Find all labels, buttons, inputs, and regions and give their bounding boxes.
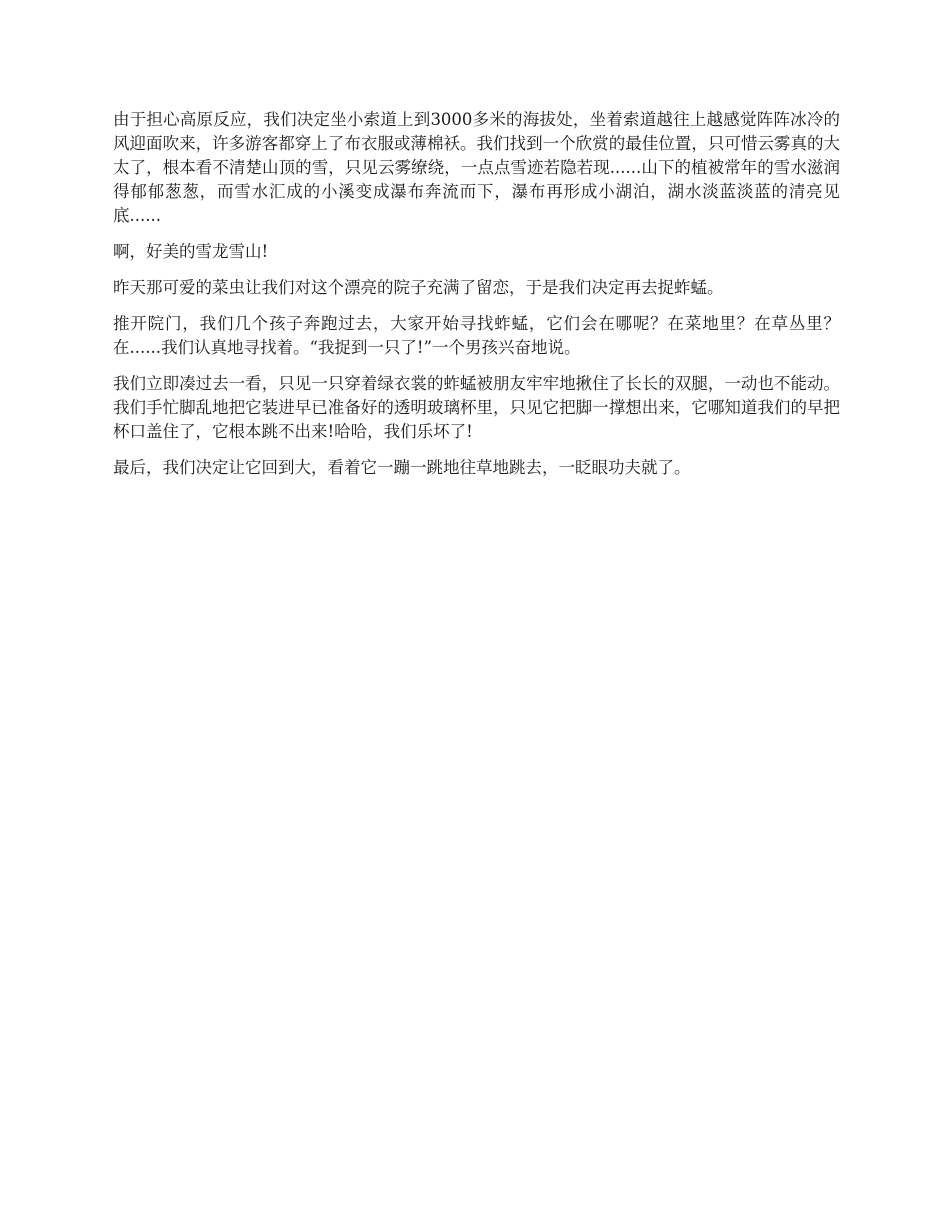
- document-body: [113, 108, 840, 492]
- paragraph-snow-mountain: 由于担心高原反应，我们决定坐小索道上到3000多米的海拔处，坐着索道越往上越感觉阵阵冰冷的风迎面吹来，许多游客都穿上了布衣服或薄棉袄。我们找到一个欣赏的最佳位置，只可惜云雾真的大太了，根本看不清楚山顶的雪，只见云雾缭绕，一点点雪迹若隐若现......山下的植被常年的雪水滋润得郁郁葱葱，而雪水汇成的小溪变成瀑布奔流而下，瀑布再形成小湖泊，湖水淡蓝淡蓝的清亮见底......: [113, 110, 840, 225]
- paragraph-courtyard: 昨天那可爱的菜虫让我们对这个漂亮的院子充满了留恋，于是我们决定再去捉蚱蜢。: [113, 278, 724, 297]
- paragraph-caught: 我们立即凑过去一看，只见一只穿着绿衣裳的蚱蜢被朋友牢牢地揪住了长长的双腿，一动也不能动。我们手忙脚乱地把它装进早已准备好的透明玻璃杯里，只见它把脚一撑想出来，它哪知道我们的早把杯口盖住了，它根本跳不出来!哈哈，我们乐坏了!: [113, 374, 840, 441]
- paragraph-exclamation: 啊，好美的雪龙雪山!: [113, 242, 269, 261]
- paragraph-searching: 推开院门，我们几个孩子奔跑过去，大家开始寻找蚱蜢，它们会在哪呢？在菜地里？在草丛里？在......我们认真地寻找着。“我捉到一只了!”一个男孩兴奋地说。: [113, 314, 840, 357]
- paragraph-release: 最后，我们决定让它回到大，看着它一蹦一跳地往草地跳去，一眨眼功夫就了。: [113, 458, 691, 477]
